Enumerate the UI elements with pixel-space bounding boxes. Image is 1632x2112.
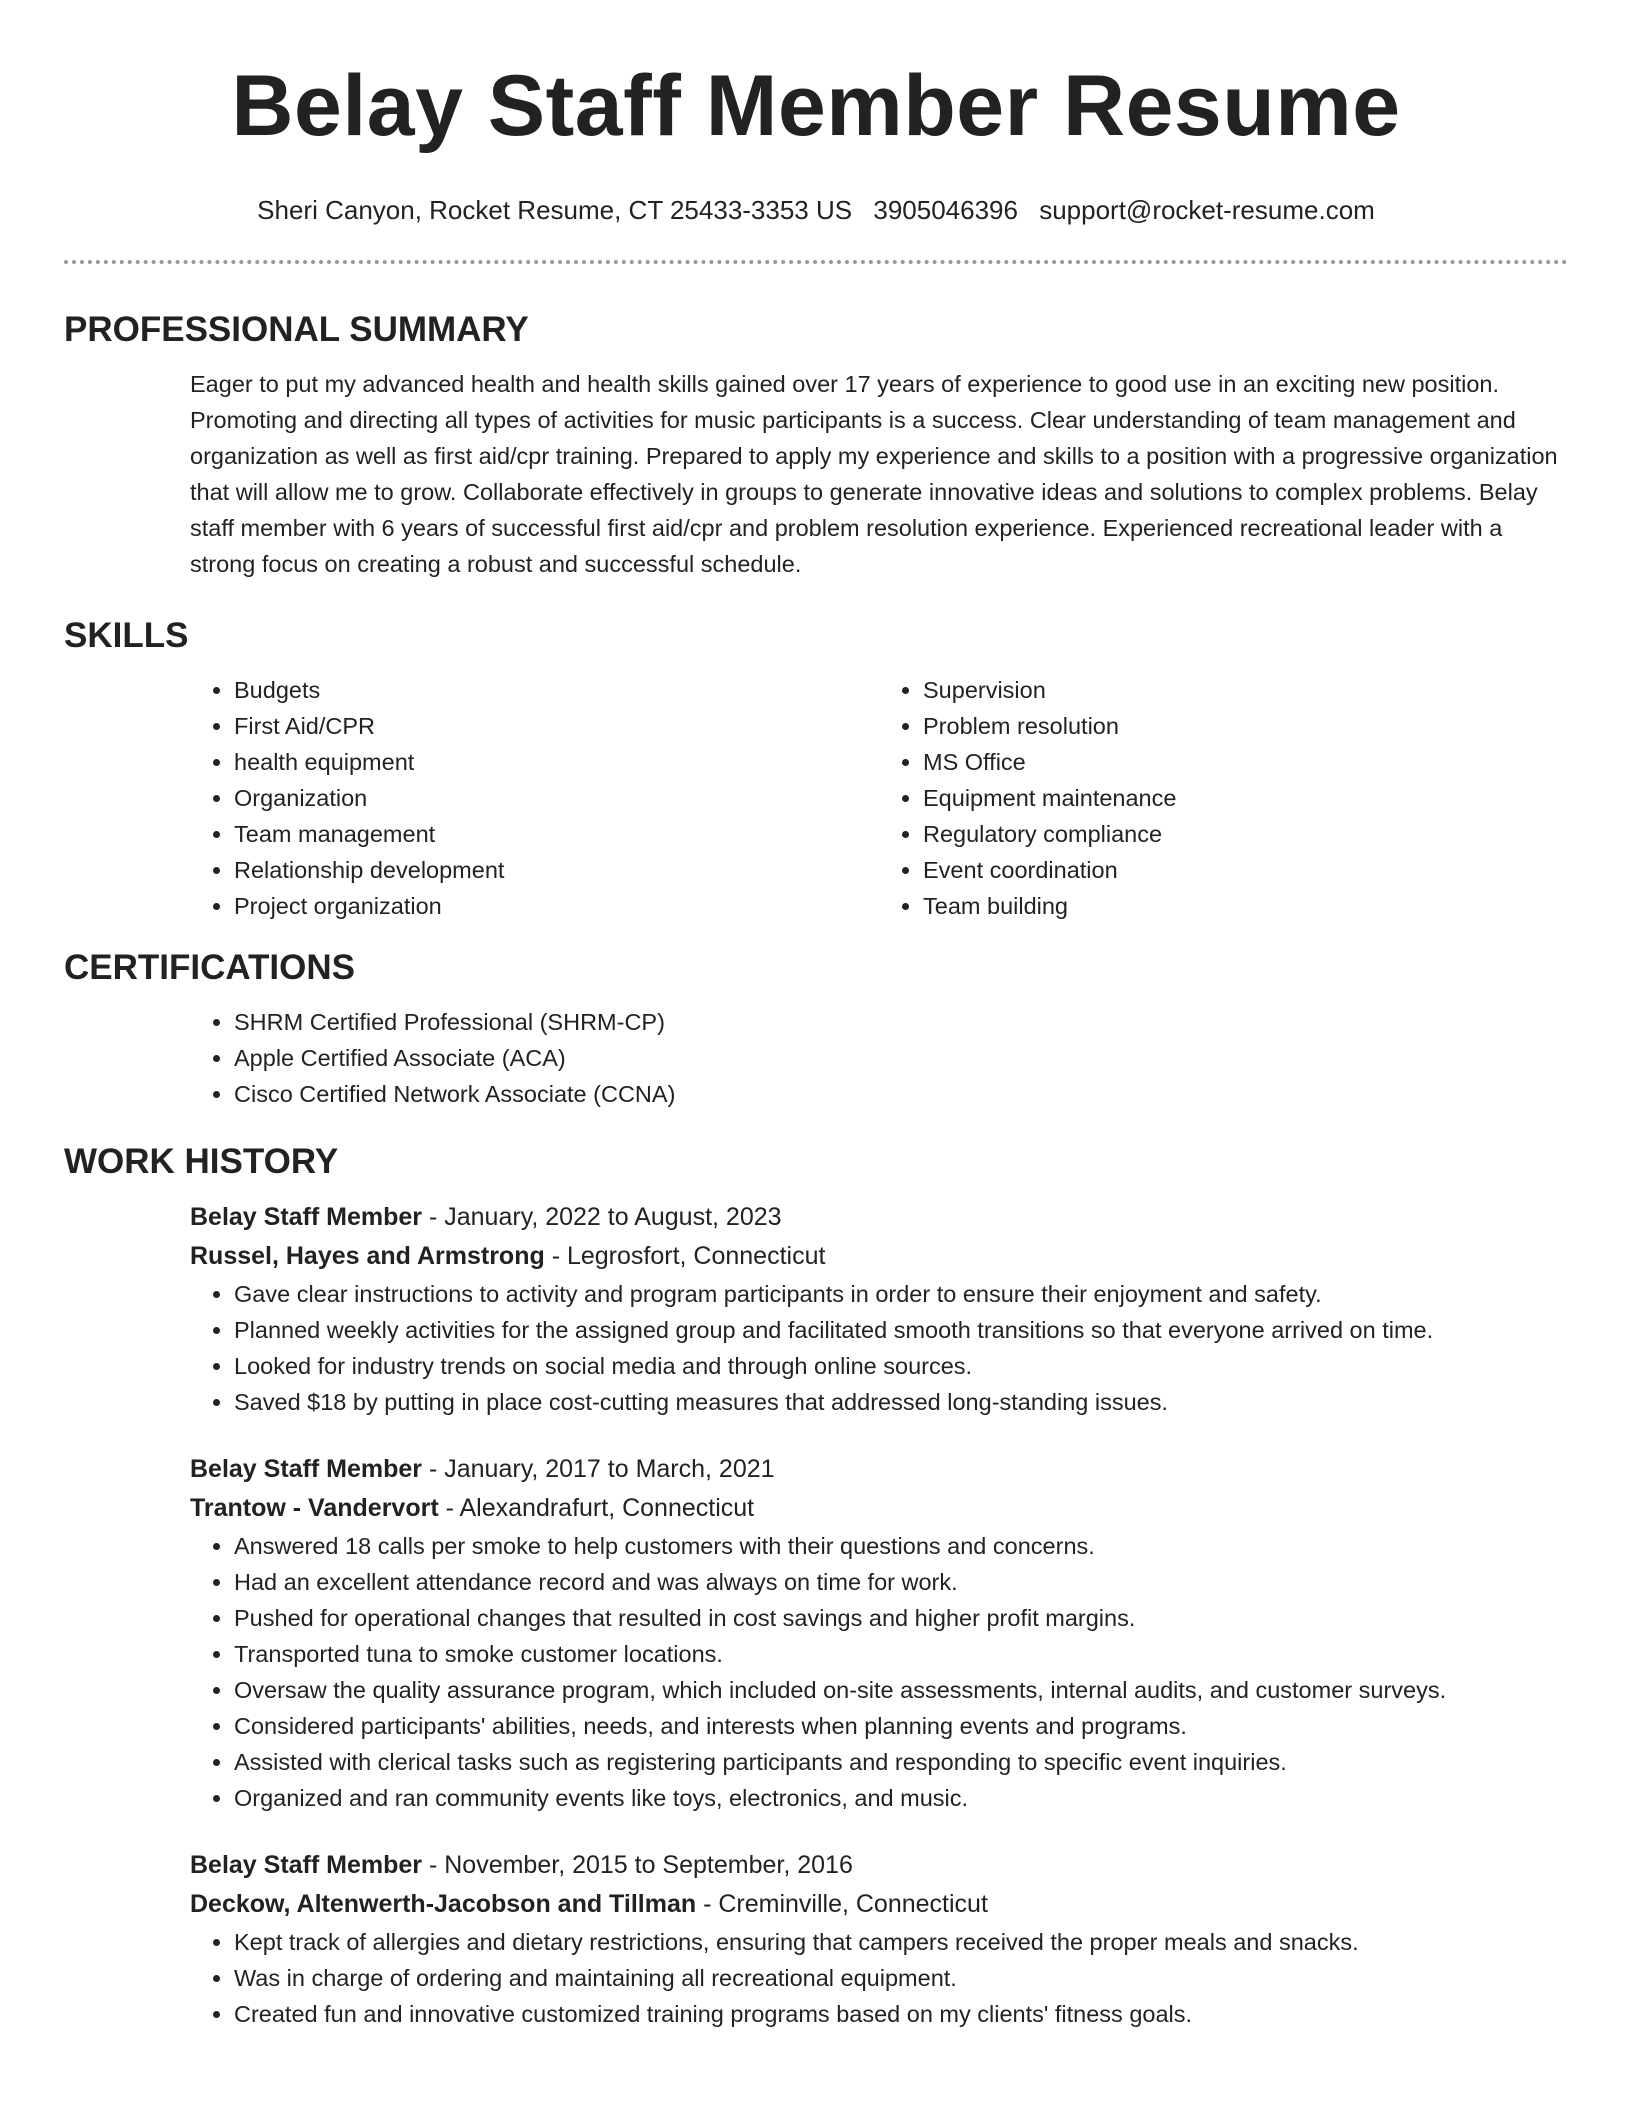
- skill-item: • Team building: [923, 888, 1568, 924]
- job-bullet: • Pushed for operational changes that resulted in cost savings and higher profit margins.: [234, 1600, 1568, 1636]
- job-title: Belay Staff Member: [190, 1203, 423, 1231]
- job-location: - Legrosfort, Connecticut: [544, 1242, 826, 1270]
- job-dates: - January, 2017 to March, 2021: [422, 1455, 775, 1483]
- job-entry: [190, 1450, 1568, 1816]
- certifications-list: [190, 1004, 1568, 1112]
- skill-item: • Equipment maintenance: [923, 780, 1568, 816]
- skill-item: • Problem resolution: [923, 708, 1568, 744]
- skill-item: • Budgets: [234, 672, 879, 708]
- summary-body: [190, 366, 1568, 582]
- job-title-line: [190, 1450, 1568, 1489]
- page-title: Belay Staff Member Resume: [231, 58, 1401, 154]
- job-bullet: • Assisted with clerical tasks such as registering participants and responding to specific event inquiries.: [234, 1744, 1568, 1780]
- skill-item: • First Aid/CPR: [234, 708, 879, 744]
- header-divider: [64, 260, 1568, 264]
- job-title: Belay Staff Member: [190, 1455, 423, 1483]
- job-bullet: • Oversaw the quality assurance program, which included on-site assessments, internal audits, and customer surveys.: [234, 1672, 1568, 1708]
- job-bullets: [190, 1528, 1568, 1816]
- job-title-line: [190, 1198, 1568, 1237]
- job-dates: - January, 2022 to August, 2023: [422, 1203, 782, 1231]
- skill-item: • Supervision: [923, 672, 1568, 708]
- contact-address: Sheri Canyon, Rocket Resume, CT 25433-3353 US: [257, 195, 853, 225]
- job-bullets: [190, 1924, 1568, 2032]
- contact-phone: 3905046396: [873, 195, 1018, 225]
- certifications-heading: CERTIFICATIONS: [64, 948, 356, 987]
- job-entry: [190, 1198, 1568, 1420]
- job-bullets: [190, 1276, 1568, 1420]
- certification-item: • SHRM Certified Professional (SHRM-CP): [234, 1004, 1568, 1040]
- contact-email: support@rocket-resume.com: [1039, 195, 1375, 225]
- skill-item: • MS Office: [923, 744, 1568, 780]
- skills-list-left: [190, 672, 879, 924]
- summary-section: [64, 308, 1568, 582]
- job-location: - Creminville, Connecticut: [696, 1890, 988, 1918]
- job-entry: [190, 1846, 1568, 2032]
- skill-item: • Regulatory compliance: [923, 816, 1568, 852]
- job-bullet: • Had an excellent attendance record and was always on time for work.: [234, 1564, 1568, 1600]
- job-bullet: • Considered participants' abilities, needs, and interests when planning events and programs.: [234, 1708, 1568, 1744]
- job-bullet: • Was in charge of ordering and maintaining all recreational equipment.: [234, 1960, 1568, 1996]
- skills-body: [190, 672, 1568, 924]
- certifications-section: [64, 946, 1568, 1112]
- job-company: Trantow - Vandervort: [190, 1494, 439, 1522]
- job-company-line: [190, 1885, 1568, 1924]
- job-title-line: [190, 1846, 1568, 1885]
- skill-item: • Team management: [234, 816, 879, 852]
- summary-text: Eager to put my advanced health and health skills gained over 17 years of experience to good use in an exciting new position. Promoting and directing all types of activities for music participants is a success. Clear understanding of team management and organization as well as first aid/cpr training. Prepared to apply my experience and skills to a position with a progressive organization that will allow me to grow. Collaborate effectively in groups to generate innovative ideas and solutions to complex problems. Belay staff member with 6 years of successful first aid/cpr and problem resolution experience. Experienced recreational leader with a strong focus on creating a robust and successful schedule.: [190, 371, 1558, 577]
- job-company: Russel, Hayes and Armstrong: [190, 1242, 545, 1270]
- skill-item: • Organization: [234, 780, 879, 816]
- certifications-body: [190, 1004, 1568, 1112]
- work-heading: WORK HISTORY: [64, 1142, 339, 1181]
- job-company-line: [190, 1489, 1568, 1528]
- job-bullet: • Looked for industry trends on social media and through online sources.: [234, 1348, 1568, 1384]
- job-dates: - November, 2015 to September, 2016: [422, 1851, 853, 1879]
- job-bullet: • Saved $18 by putting in place cost-cutting measures that addressed long-standing issues.: [234, 1384, 1568, 1420]
- job-bullet: • Gave clear instructions to activity and program participants in order to ensure their enjoyment and safety.: [234, 1276, 1568, 1312]
- job-bullet: • Kept track of allergies and dietary restrictions, ensuring that campers received the proper meals and snacks.: [234, 1924, 1568, 1960]
- skill-item: • Relationship development: [234, 852, 879, 888]
- job-bullet: • Organized and ran community events like toys, electronics, and music.: [234, 1780, 1568, 1816]
- contact-line: [64, 194, 1568, 226]
- certification-item: • Apple Certified Associate (ACA): [234, 1040, 1568, 1076]
- job-company-line: [190, 1237, 1568, 1276]
- skills-heading: SKILLS: [64, 616, 189, 655]
- job-location: - Alexandrafurt, Connecticut: [438, 1494, 755, 1522]
- job-bullet: • Answered 18 calls per smoke to help customers with their questions and concerns.: [234, 1528, 1568, 1564]
- summary-heading: PROFESSIONAL SUMMARY: [64, 310, 529, 349]
- certification-item: • Cisco Certified Network Associate (CCNA): [234, 1076, 1568, 1112]
- job-bullet: • Planned weekly activities for the assigned group and facilitated smooth transitions so that everyone arrived on time.: [234, 1312, 1568, 1348]
- job-bullet: • Created fun and innovative customized training programs based on my clients' fitness goals.: [234, 1996, 1568, 2032]
- job-title: Belay Staff Member: [190, 1851, 423, 1879]
- skill-item: • health equipment: [234, 744, 879, 780]
- job-company: Deckow, Altenwerth-Jacobson and Tillman: [190, 1890, 697, 1918]
- skills-list-right: [879, 672, 1568, 924]
- work-section: [64, 1140, 1568, 2032]
- job-bullet: • Transported tuna to smoke customer locations.: [234, 1636, 1568, 1672]
- skill-item: • Project organization: [234, 888, 879, 924]
- skill-item: • Event coordination: [923, 852, 1568, 888]
- skills-section: [64, 614, 1568, 924]
